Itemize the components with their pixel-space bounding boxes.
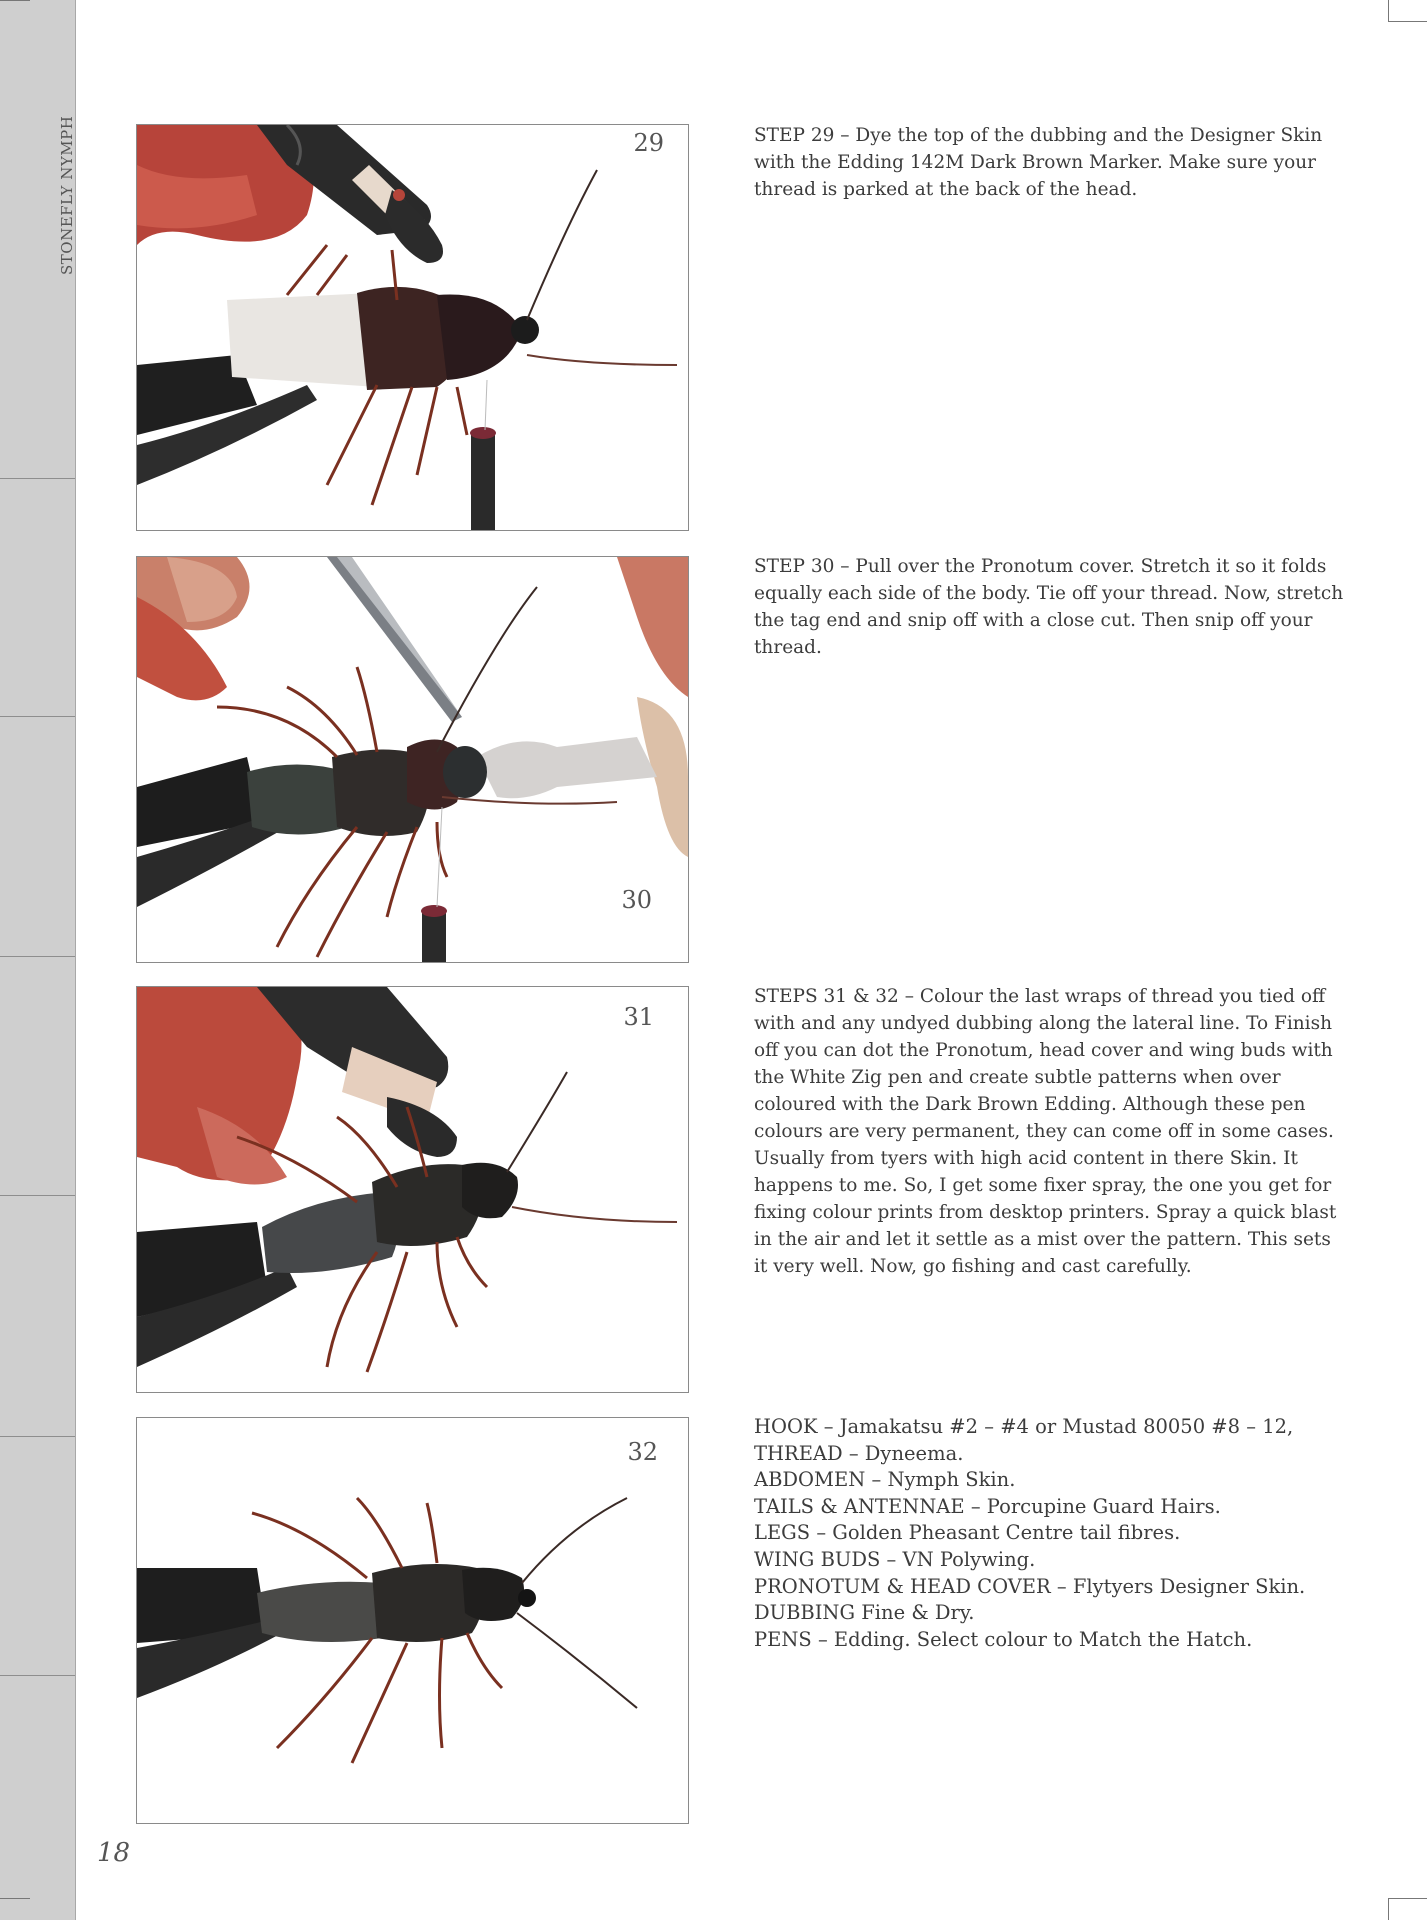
step-29-text xyxy=(754,122,1344,203)
side-tab xyxy=(0,0,76,1920)
recipe-item: WING BUDS – VN Polywing. xyxy=(754,1547,1036,1571)
crop-mark xyxy=(1388,0,1389,22)
tab-divider xyxy=(0,1195,75,1196)
step-30-text xyxy=(754,553,1344,661)
photo-number: 31 xyxy=(623,1003,654,1031)
recipe-item: DUBBING Fine & Dry. xyxy=(754,1601,975,1625)
crop-mark xyxy=(1388,1898,1389,1920)
tab-divider xyxy=(0,716,75,717)
page-number: 18 xyxy=(97,1838,131,1868)
step-29-photo xyxy=(136,124,689,531)
step-description: STEP 30 – Pull over the Pronotum cover. Stretch it so it folds equally each side of the body. Tie off your thread. Now, stretch the tag end and snip off with a close cut. Then snip off your thread. xyxy=(754,556,1344,658)
recipe-list xyxy=(754,1414,1344,1653)
step-30-photo xyxy=(136,556,689,963)
section-title: STONEFLY NYMPH xyxy=(58,115,76,275)
tab-divider xyxy=(0,1675,75,1676)
crop-mark xyxy=(0,1898,30,1899)
recipe-item: LEGS – Golden Pheasant Centre tail fibres. xyxy=(754,1521,1181,1545)
step-description: STEP 29 – Dye the top of the dubbing and the Designer Skin with the Edding 142M Dark Brown Marker. Make sure your thread is parked at the back of the head. xyxy=(754,125,1323,200)
photo-number: 32 xyxy=(627,1438,658,1466)
recipe-item: THREAD – Dyneema. xyxy=(754,1441,964,1465)
recipe-item: HOOK – Jamakatsu #2 – #4 or Mustad 80050 #8 – 12, xyxy=(754,1415,1294,1438)
step-description: STEPS 31 & 32 – Colour the last wraps of thread you tied off with and any undyed dubbing along the lateral line. To Finish off you can dot the Pronotum, head cover and wing buds with the White Zig pen and create subtle patterns when over coloured with the Dark Brown Edding. Although these pen colours are very permanent, they can come off in some cases. Usually from tyers with high acid content in there Skin. It happens to me. So, I get some fixer spray, the one you get for fixing colour prints from desktop printers. Spray a quick blast in the air and let it settle as a mist over the pattern. This sets it very well. Now, go fishing and cast carefully. xyxy=(754,986,1337,1277)
tab-divider xyxy=(0,478,75,479)
crop-mark xyxy=(1388,1898,1427,1899)
recipe-item: PENS – Edding. Select colour to Match the Hatch. xyxy=(754,1627,1253,1651)
step-32-photo xyxy=(136,1417,689,1824)
step-31-photo xyxy=(136,986,689,1393)
tab-divider xyxy=(0,1436,75,1437)
crop-mark xyxy=(1388,21,1427,22)
recipe-item: PRONOTUM & HEAD COVER – Flytyers Designer Skin. xyxy=(754,1574,1306,1598)
photo-number: 30 xyxy=(621,886,652,914)
recipe-item: TAILS & ANTENNAE – Porcupine Guard Hairs. xyxy=(754,1494,1221,1518)
tab-divider xyxy=(0,956,75,957)
recipe-item: ABDOMEN – Nymph Skin. xyxy=(754,1468,1016,1492)
crop-mark xyxy=(0,0,30,1)
photo-number: 29 xyxy=(633,129,664,157)
step-31-32-text xyxy=(754,983,1344,1280)
